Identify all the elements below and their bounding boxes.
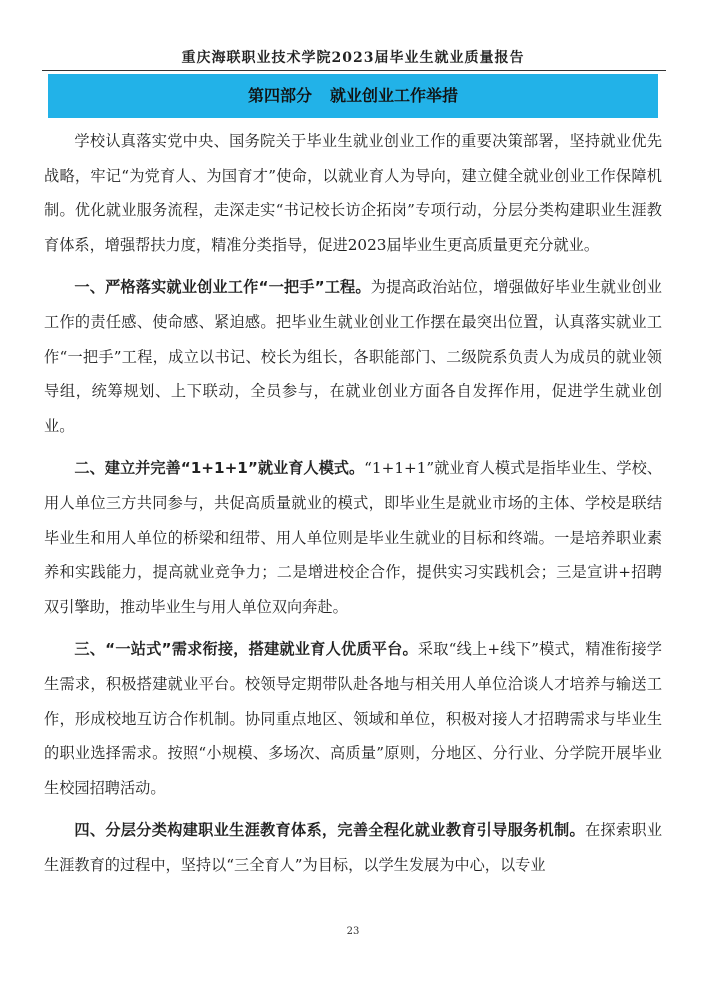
paragraph-lead: 三、“一站式”需求衔接，搭建就业育人优质平台。 (74, 640, 418, 659)
section-heading (48, 74, 658, 118)
paragraph-text: “1+1+1”就业育人模式是指毕业生、学校、用人单位三方共同参与，共促高质量就业的模式，即毕业生是就业市场的主体、学校是联结毕业生和用人单位的桥梁和纽带、用人单位则是毕业生就业的目标和终端。一是培养职业素养和实践能力，提高就业竞争力；二是增进校企合作，提供实习实践机会；三是宣讲+招聘双引擎助，推动毕业生与用人单位双向奔赴。 (44, 459, 662, 616)
paragraph-intro (44, 124, 662, 262)
paragraph-lead: 四、分层分类构建职业生涯教育体系，完善全程化就业教育引导服务机制。 (74, 821, 585, 840)
paragraph-text: 在探索职业生涯教育的过程中，坚持以“三全育人”为目标，以学生发展为中心，以专业 (44, 821, 663, 874)
paragraph-lead: 二、建立并完善“1+1+1”就业育人模式。 (74, 459, 365, 478)
paragraph-text: 学校认真落实党中央、国务院关于毕业生就业创业工作的重要决策部署，坚持就业优先战略，牢记“为党育人、为国育才”使命，以就业育人为导向，建立健全就业创业工作保障机制。优化就业服务流程，走深走实“书记校长访企拓岗”专项行动，分层分类构建职业生涯教育体系，增强帮扶力度，精准分类指导，促进2023届毕业生更高质量更充分就业。 (44, 132, 662, 254)
section-title: 就业创业工作举措 (330, 86, 459, 105)
body-text (44, 124, 662, 890)
report-header: 重庆海联职业技术学院2023届毕业生就业质量报告 (181, 50, 525, 66)
paragraph-3 (44, 632, 662, 805)
paragraph-text: 采取“线上+线下”模式，精准衔接学生需求，积极搭建就业平台。校领导定期带队赴各地与相关用人单位洽谈人才培养与输送工作，形成校地互访合作机制。协同重点地区、领域和单位，积极对接人才招聘需求与毕业生的职业选择需求。按照“小规模、多场次、高质量”原则，分地区、分行业、分学院开展毕业生校园招聘活动。 (44, 640, 662, 797)
paragraph-1 (44, 270, 662, 443)
section-part: 第四部分 (247, 86, 312, 105)
header-rule (42, 70, 666, 71)
paragraph-text: 为提高政治站位，增强做好毕业生就业创业工作的责任感、使命感、紧迫感。把毕业生就业创业工作摆在最突出位置，认真落实就业工作“一把手”工程，成立以书记、校长为组长，各职能部门、二级院系负责人为成员的就业领导组，统筹规划、上下联动，全员参与，在就业创业方面各自发挥作用，促进学生就业创业。 (44, 278, 662, 435)
paragraph-2 (44, 451, 662, 624)
paragraph-lead: 一、严格落实就业创业工作“一把手”工程。 (74, 278, 371, 297)
paragraph-4 (44, 813, 662, 882)
page-number: 23 (346, 926, 360, 937)
